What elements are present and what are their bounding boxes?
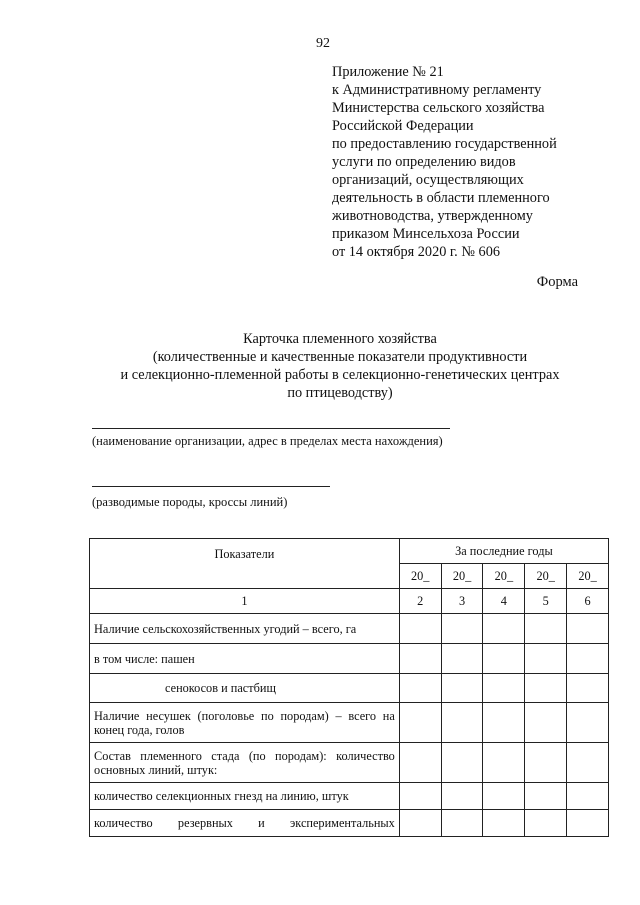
table-row	[90, 783, 609, 810]
row-label: Состав племенного стада (по породам): количество основных линий, штук:	[90, 743, 400, 783]
row-label: в том числе: пашен	[90, 644, 400, 674]
table-row	[90, 743, 609, 783]
value-cell	[483, 783, 525, 810]
year-cell: 20_	[399, 564, 441, 589]
appendix-line: от 14 октября 2020 г. № 606	[332, 244, 500, 260]
appendix-line: деятельность в области племенного	[332, 190, 550, 206]
value-cell	[441, 644, 483, 674]
breeds-fill-line	[92, 486, 330, 487]
column-number: 6	[567, 589, 609, 614]
value-cell	[567, 614, 609, 644]
page-number: 92	[316, 36, 330, 51]
value-cell	[441, 614, 483, 644]
value-cell	[567, 644, 609, 674]
table-row	[90, 644, 609, 674]
year-cell: 20_	[483, 564, 525, 589]
value-cell	[399, 703, 441, 743]
form-label: Форма	[536, 274, 578, 290]
value-cell	[483, 810, 525, 837]
value-cell	[399, 743, 441, 783]
value-cell	[399, 810, 441, 837]
table-row	[90, 674, 609, 703]
year-cell: 20_	[525, 564, 567, 589]
breeds-caption: (разводимые породы, кроссы линий)	[92, 495, 288, 509]
value-cell	[441, 703, 483, 743]
value-cell	[567, 810, 609, 837]
table-row	[90, 810, 609, 837]
value-cell	[483, 614, 525, 644]
row-label: Наличие сельскохозяйственных угодий – всего, га	[90, 614, 400, 644]
value-cell	[399, 783, 441, 810]
value-cell	[525, 810, 567, 837]
title-line: по птицеводству)	[287, 385, 393, 401]
value-cell	[441, 810, 483, 837]
table-row	[90, 614, 609, 644]
value-cell	[525, 674, 567, 703]
value-cell	[567, 674, 609, 703]
indicators-table	[89, 538, 609, 837]
value-cell	[567, 743, 609, 783]
row-label: сенокосов и пастбищ	[90, 674, 400, 703]
year-cell: 20_	[441, 564, 483, 589]
value-cell	[567, 703, 609, 743]
appendix-line: животноводства, утвержденному	[332, 208, 533, 224]
value-cell	[483, 644, 525, 674]
column-number: 5	[525, 589, 567, 614]
row-label: количество резервных и экспериментальных	[90, 810, 400, 837]
value-cell	[525, 743, 567, 783]
appendix-line: услуги по определению видов	[332, 154, 516, 170]
value-cell	[483, 743, 525, 783]
appendix-line: Министерства сельского хозяйства	[332, 100, 545, 116]
value-cell	[399, 644, 441, 674]
org-caption: (наименование организации, адрес в пределах места нахождения)	[92, 434, 443, 448]
value-cell	[441, 743, 483, 783]
value-cell	[399, 674, 441, 703]
value-cell	[525, 644, 567, 674]
value-cell	[525, 783, 567, 810]
title-line: Карточка племенного хозяйства	[243, 331, 437, 347]
appendix-line: Российской Федерации	[332, 118, 474, 134]
title-line: и селекционно-племенной работы в селекционно-генетических центрах	[120, 367, 560, 383]
header-indicators: Показатели	[90, 539, 400, 589]
row-label: количество селекционных гнезд на линию, штук	[90, 783, 400, 810]
appendix-line: Приложение № 21	[332, 64, 444, 80]
header-years: За последние годы	[399, 539, 608, 564]
row-label: Наличие несушек (поголовье по породам) – всего на конец года, голов	[90, 703, 400, 743]
appendix-line: к Административному регламенту	[332, 82, 542, 98]
appendix-line: организаций, осуществляющих	[332, 172, 524, 188]
value-cell	[483, 703, 525, 743]
value-cell	[567, 783, 609, 810]
column-number: 3	[441, 589, 483, 614]
column-number: 4	[483, 589, 525, 614]
value-cell	[525, 703, 567, 743]
appendix-line: приказом Минсельхоза России	[332, 226, 520, 242]
card-title	[60, 330, 620, 402]
column-number: 2	[399, 589, 441, 614]
appendix-block	[332, 63, 592, 261]
value-cell	[441, 674, 483, 703]
org-fill-line	[92, 428, 450, 429]
value-cell	[399, 614, 441, 644]
column-number: 1	[90, 589, 400, 614]
title-line: (количественные и качественные показатели продуктивности	[152, 349, 528, 365]
year-cell: 20_	[567, 564, 609, 589]
table-row	[90, 703, 609, 743]
value-cell	[441, 783, 483, 810]
appendix-line: по предоставлению государственной	[332, 136, 557, 152]
value-cell	[525, 614, 567, 644]
value-cell	[483, 674, 525, 703]
